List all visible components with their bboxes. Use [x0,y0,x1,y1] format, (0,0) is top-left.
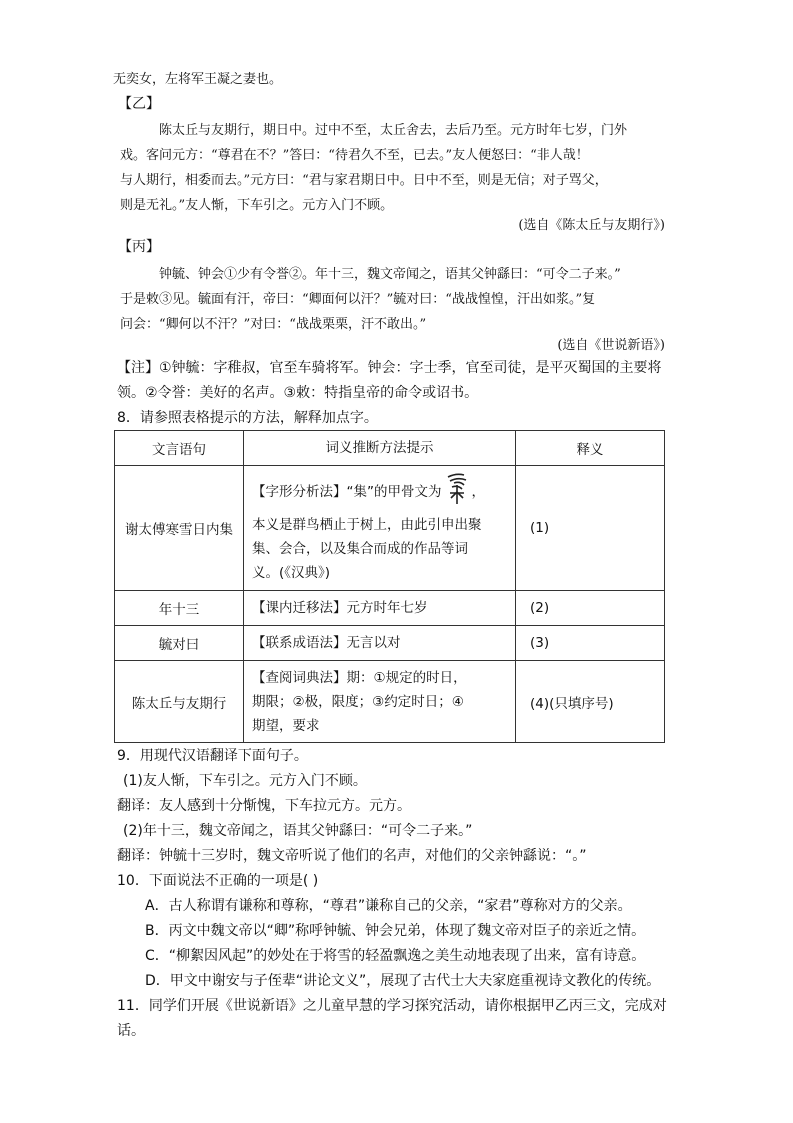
q11-prompt-line: 11．同学们开展《世说新语》之儿童早慧的学习探究活动，请你根据甲乙丙三文，完成对 [117,998,667,1014]
passage-a-tail: 无奕女，左将军王凝之妻也。 [113,72,283,87]
hint-line: 【字形分析法】“集”的甲骨文为 [252,484,442,500]
hint-comma: ， [471,484,485,500]
table-header-row [115,431,665,466]
q10-prompt: 10．下面说法不正确的一项是( ) [117,873,319,889]
hint-cell: 【课内迁移法】元方时年七岁 [244,591,516,626]
method-table [114,430,665,743]
passage-bing-line: 问会：“卿何以不汗？”对曰：“战战栗栗，汗不敢出。” [120,317,427,332]
q8-prompt: 8．请参照表格提示的方法，解释加点字。 [117,410,378,426]
q10-option-d[interactable]: D．甲文中谢安与子侄辈“讲论文义”，展现了古代士大夫家庭重视诗文教化的传统。 [145,973,661,989]
table-header-cell: 文言语句 [115,431,244,466]
passage-bing-heading: 【丙】 [118,239,160,255]
passage-yi-source: (选自《陈太丘与友期行》) [518,218,665,233]
answer-cell[interactable]: (1) [516,466,665,591]
table-header-cell: 词义推断方法提示 [244,431,516,466]
sentence-cell: 谢太傅寒雪日内集 [115,466,244,591]
answer-cell[interactable]: (4)(只填序号) [516,661,665,743]
q10-option-a[interactable]: A．古人称谓有谦称和尊称，“尊君”谦称自己的父亲，“家君”尊称对方的父亲。 [145,898,632,914]
passage-yi-line: 陈太丘与友期行，期日中。过中不至，太丘舍去，去后乃至。元方时年七岁，门外 [159,123,628,138]
hint-line: 【查阅词典法】期：①规定的时日， [252,669,467,686]
hint-line: 集、会合，以及集合而成的作品等词 [252,541,468,557]
hint-line: 期望，要求 [252,717,320,734]
answer-cell[interactable]: (2) [516,591,665,626]
hint-cell: 【联系成语法】无言以对 [244,626,516,661]
q9-translation-2[interactable]: 翻译：钟毓十三岁时，魏文帝听说了他们的名声，对他们的父亲钟繇说：“。” [117,848,587,864]
note-line: 领。②令誉：美好的名声。③敕：特指皇帝的命令或诏书。 [117,385,479,401]
sentence-cell: 毓对曰 [115,626,244,661]
q9-prompt: 9．用现代汉语翻译下面句子。 [117,748,308,764]
table-row [115,591,665,626]
hint-cell [244,466,516,591]
passage-yi-heading: 【乙】 [118,96,160,112]
passage-yi-line: 戏。客问元方：“尊君在不？”答曰：“待君久不至，已去。”友人便怒曰：“非人哉！ [120,148,589,163]
answer-cell[interactable]: (3) [516,626,665,661]
q9-translation-1[interactable]: 翻译：友人感到十分惭愧，下车拉元方。元方。 [117,798,411,814]
oracle-bone-ji-glyph-icon [442,471,472,513]
passage-bing-source: (选自《世说新语》) [557,338,665,353]
passage-yi-line: 与人期行，相委而去。”元方曰：“君与家君期日中。日中不至，则是无信；对子骂父， [120,173,608,188]
note-line: 【注】①钟毓：字稚叔，官至车骑将军。钟会：字士季，官至司徒，是平灭蜀国的主要将 [117,360,662,376]
sentence-cell: 陈太丘与友期行 [115,661,244,743]
table-row [115,466,665,591]
q10-option-c[interactable]: C．“柳絮因风起”的妙处在于将雪的轻盈飘逸之美生动地表现了出来，富有诗意。 [145,948,646,964]
passage-yi-line: 则是无礼。”友人惭，下车引之。元方入门不顾。 [120,198,394,213]
q9-sentence-2: (2)年十三，魏文帝闻之，语其父钟繇曰：“可令二子来。” [123,823,473,839]
table-header-cell: 释义 [516,431,665,466]
sentence-cell: 年十三 [115,591,244,626]
passage-bing-line: 钟毓、钟会①少有令誉②。年十三，魏文帝闻之，语其父钟繇曰：“可令二子来。” [159,267,621,282]
hint-line: 本义是群鸟栖止于树上，由此引申出聚 [252,517,482,533]
q10-option-b[interactable]: B．丙文中魏文帝以“卿”称呼钟毓、钟会兄弟，体现了魏文帝对臣子的亲近之情。 [145,923,646,939]
hint-line: 义。(《汉典》) [252,565,331,581]
hint-line: 期限；②极，限度；③约定时日；④ [252,693,464,710]
hint-cell [244,661,516,743]
table-row [115,626,665,661]
table-row [115,661,665,743]
q11-prompt-line: 话。 [117,1023,145,1039]
passage-bing-line: 于是敕③见。毓面有汗，帝曰：“卿面何以汗？”毓对曰：“战战惶惶，汗出如浆。”复 [120,292,596,307]
q9-sentence-1: (1)友人惭，下车引之。元方入门不顾。 [123,773,367,789]
